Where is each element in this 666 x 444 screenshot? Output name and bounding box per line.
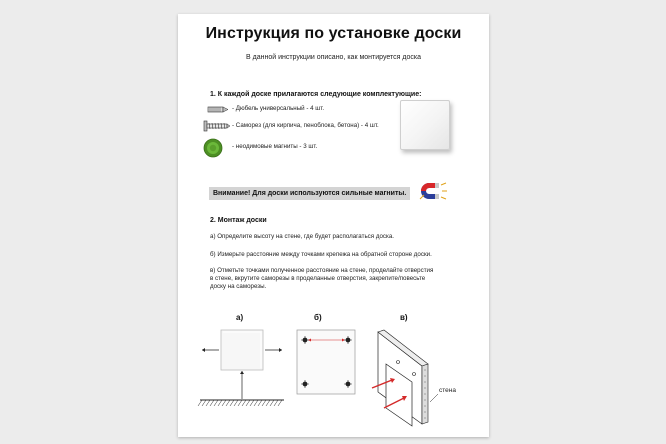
dowel-icon: [207, 105, 229, 114]
page-title: Инструкция по установке доски: [205, 25, 462, 42]
step-c-text-line3: доску на саморезы.: [210, 283, 267, 290]
step-b-text: б) Измерьте расстояние между точками крепежа на обратной стороне доски.: [210, 251, 432, 258]
magnet-icon: [203, 138, 223, 158]
item-dowel-text: - Дюбель универсальный - 4 шт.: [232, 105, 325, 112]
figure-b-label: б): [314, 313, 322, 322]
page-subtitle: В данной инструкции описано, как монтируется доска: [246, 54, 421, 61]
horseshoe-magnet-icon: [419, 179, 449, 203]
figure-c-hanging: [368, 326, 460, 428]
item-screw-text: - Саморез (для кирпича, пеноблока, бетона) - 4 шт.: [232, 122, 379, 129]
figure-a-label: а): [236, 313, 244, 322]
screw-icon: [203, 120, 231, 132]
item-magnet-text: - неодимовые магниты - 3 шт.: [232, 143, 318, 150]
step-c-text-line1: в) Отметьте точками полученное расстояние на стене, проделайте отверстия: [210, 267, 434, 274]
figure-a-board-height: [196, 326, 288, 408]
warning-banner: Внимание! Для доски используются сильные магниты.: [209, 187, 410, 200]
figure-c-label: в): [400, 313, 408, 322]
step-a-text: а) Определите высоту на стене, где будет располагаться доска.: [210, 233, 394, 240]
section1-heading: 1. К каждой доске прилагаются следующие комплектующие:: [210, 91, 422, 98]
step-c-text-line2: в стене, вкрутите саморезы в проделанные отверстия, закрепите/повесьте: [210, 275, 426, 282]
board-image: [400, 100, 450, 150]
wall-label: стена: [439, 387, 456, 394]
figure-b-mount-points: [295, 328, 357, 396]
section2-heading: 2. Монтаж доски: [210, 217, 267, 224]
instruction-page: [178, 14, 489, 437]
